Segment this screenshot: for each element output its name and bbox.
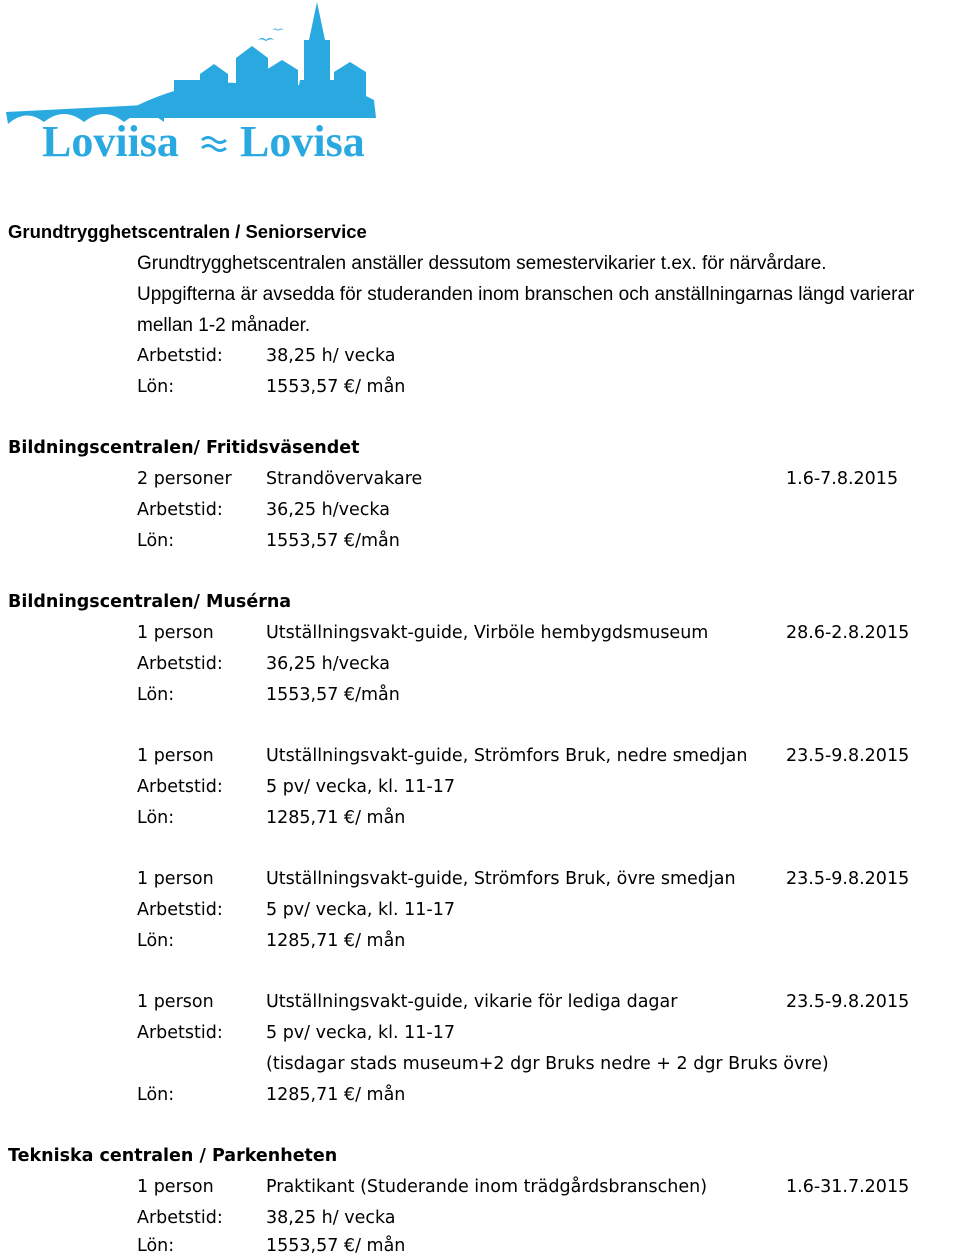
job-role: Utställningsvakt-guide, vikarie för lediga dagar: [266, 992, 678, 1012]
section-title-seniorservice: Grundtrygghetscentralen / Seniorservice: [8, 221, 367, 242]
town-silhouette-icon: [4, 0, 394, 165]
job-dates: 23.5-9.8.2015: [786, 992, 910, 1012]
job-dates: 1.6-7.8.2015: [786, 469, 899, 489]
job-role: Utställningsvakt-guide, Strömfors Bruk, övre smedjan: [266, 869, 736, 889]
hours-value: 5 pv/ vecka, kl. 11-17: [266, 777, 456, 797]
hours-label: Arbetstid:: [137, 1023, 223, 1043]
job-count: 2 personer: [137, 469, 232, 489]
pay-label: Lön:: [137, 1085, 175, 1105]
intro-line-1: Grundtrygghetscentralen anställer dessutom semestervikarier t.ex. för närvårdare.: [137, 253, 827, 274]
pay-value: 1553,57 €/ mån: [266, 1236, 406, 1256]
job-role: Praktikant (Studerande inom trädgårdsbranschen): [266, 1177, 708, 1197]
section-title-parkenheten: Tekniska centralen / Parkenheten: [8, 1146, 338, 1166]
logo-text-fi: Loviisa: [42, 117, 179, 165]
job-count: 1 person: [137, 992, 214, 1012]
pay-label: Lön:: [137, 1236, 175, 1256]
hours-label: Arbetstid:: [137, 1208, 223, 1228]
job-role: Strandövervakare: [266, 469, 423, 489]
pay-value: 1553,57 €/ mån: [266, 377, 406, 397]
hours-label: Arbetstid:: [137, 500, 223, 520]
section-title-fritidsvasendet: Bildningscentralen/ Fritidsväsendet: [8, 438, 360, 458]
pay-label: Lön:: [137, 808, 175, 828]
job-dates: 28.6-2.8.2015: [786, 623, 910, 643]
job-dates: 23.5-9.8.2015: [786, 746, 910, 766]
job-count: 1 person: [137, 746, 214, 766]
pay-label: Lön:: [137, 531, 175, 551]
hours-value: 5 pv/ vecka, kl. 11-17: [266, 1023, 456, 1043]
section-title-muserna: Bildningscentralen/ Musérna: [8, 592, 292, 612]
hours-value: 38,25 h/ vecka: [266, 346, 396, 366]
job-count: 1 person: [137, 623, 214, 643]
hours-label: Arbetstid:: [137, 900, 223, 920]
job-dates: 1.6-31.7.2015: [786, 1177, 910, 1197]
hours-value: 36,25 h/vecka: [266, 654, 390, 674]
job-role: Utställningsvakt-guide, Strömfors Bruk, nedre smedjan: [266, 746, 748, 766]
job-role: Utställningsvakt-guide, Virböle hembygdsmuseum: [266, 623, 709, 643]
hours-label: Arbetstid:: [137, 346, 223, 366]
pay-label: Lön:: [137, 931, 175, 951]
job-count: 1 person: [137, 1177, 214, 1197]
pay-label: Lön:: [137, 685, 175, 705]
pay-value: 1553,57 €/mån: [266, 685, 400, 705]
logo-text-sv: Lovisa: [240, 117, 365, 165]
pay-label: Lön:: [137, 377, 175, 397]
intro-line-3: mellan 1-2 månader.: [137, 315, 311, 336]
pay-value: 1285,71 €/ mån: [266, 808, 406, 828]
job-count: 1 person: [137, 869, 214, 889]
job-note: (tisdagar stads museum+2 dgr Bruks nedre + 2 dgr Bruks övre): [266, 1054, 829, 1074]
intro-line-2: Uppgifterna är avsedda för studeranden inom branschen och anställningarnas längd varierar: [137, 284, 915, 305]
job-dates: 23.5-9.8.2015: [786, 869, 910, 889]
hours-value: 5 pv/ vecka, kl. 11-17: [266, 900, 456, 920]
pay-value: 1285,71 €/ mån: [266, 931, 406, 951]
hours-value: 36,25 h/vecka: [266, 500, 390, 520]
loviisa-lovisa-logo: [4, 0, 394, 165]
pay-value: 1285,71 €/ mån: [266, 1085, 406, 1105]
pay-value: 1553,57 €/mån: [266, 531, 400, 551]
hours-label: Arbetstid:: [137, 777, 223, 797]
hours-value: 38,25 h/ vecka: [266, 1208, 396, 1228]
hours-label: Arbetstid:: [137, 654, 223, 674]
